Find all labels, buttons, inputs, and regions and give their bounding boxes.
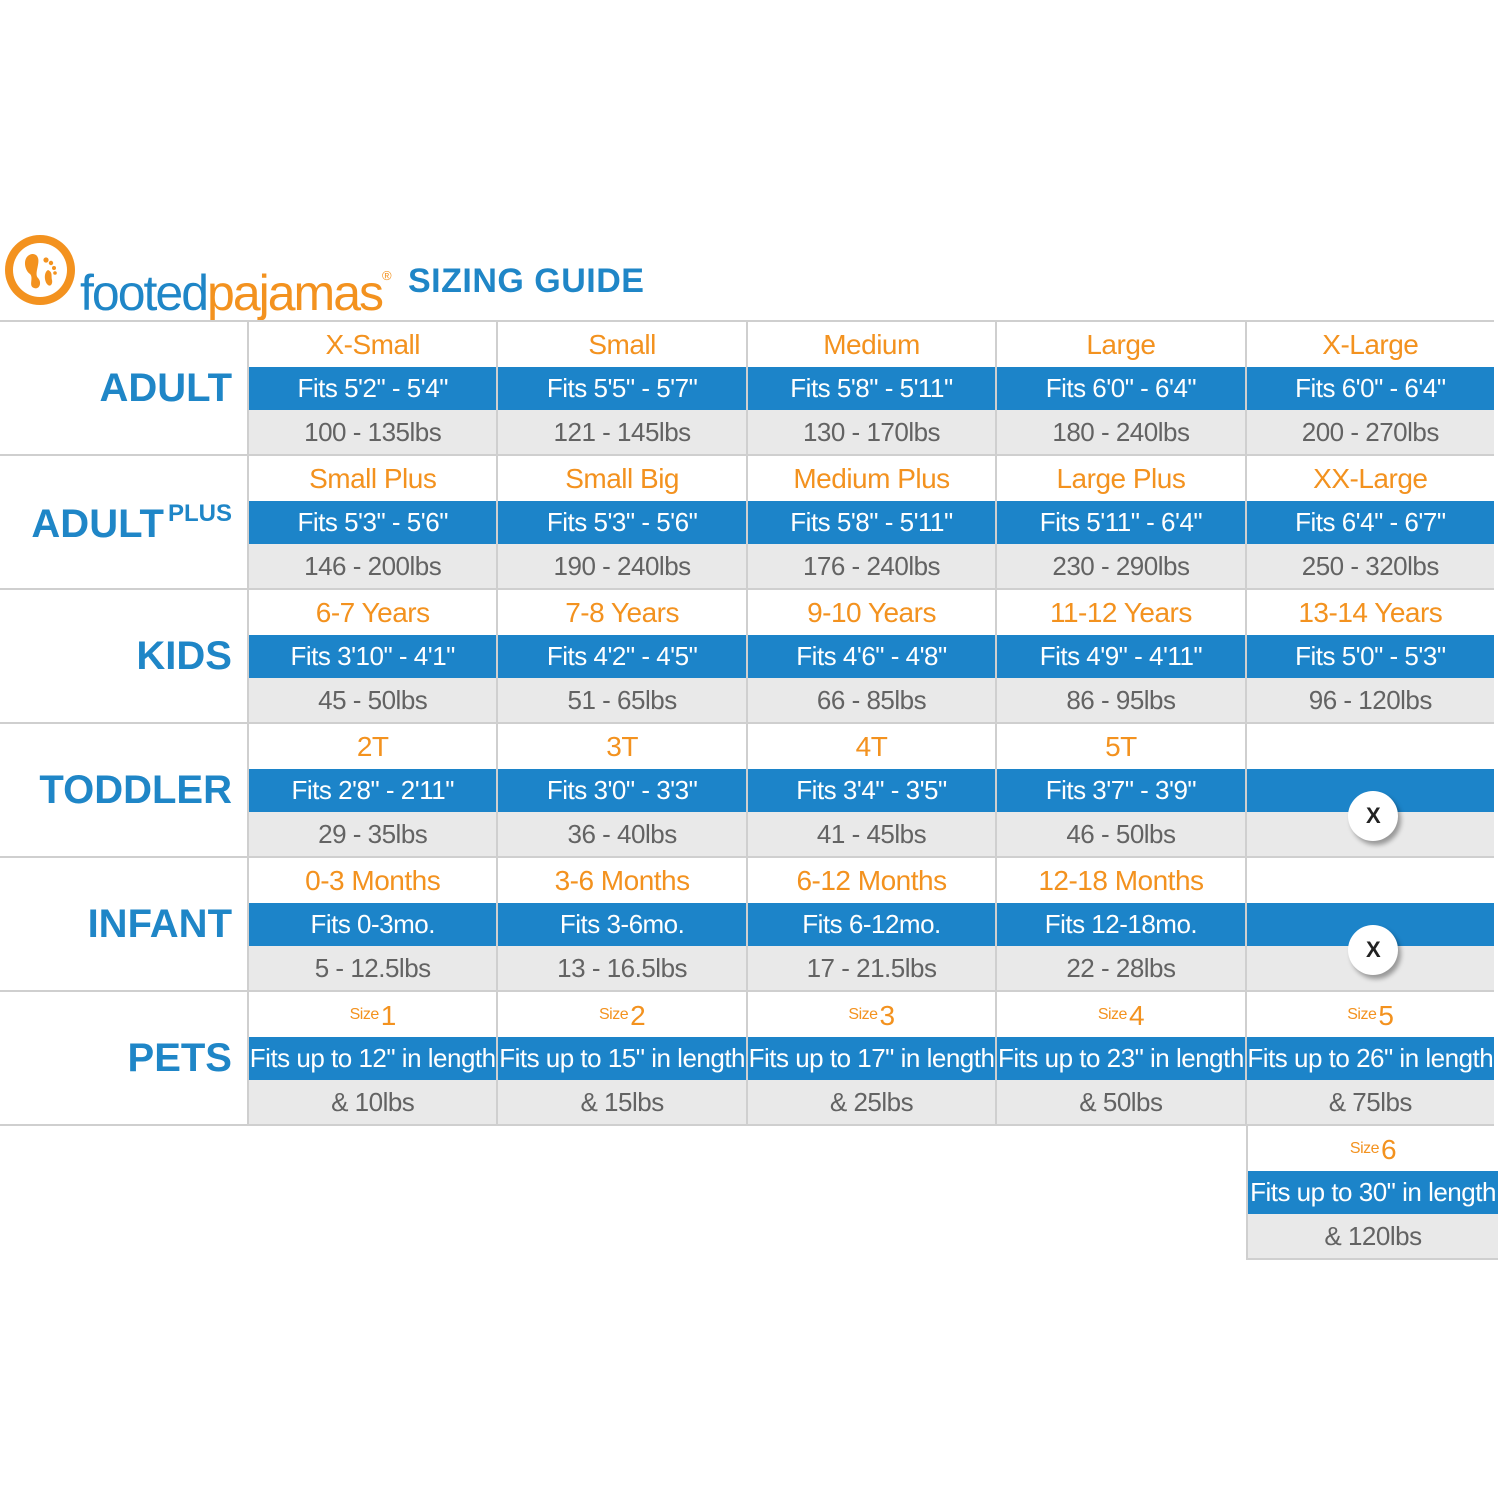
weight-label: 190 - 240lbs (498, 544, 745, 588)
weight-label: 230 - 290lbs (997, 544, 1244, 588)
size-label (498, 322, 745, 367)
size-value: 11-12 Years (1049, 597, 1192, 628)
size-value: 3-6 Months (554, 865, 690, 896)
section-label-text: ADULT (99, 366, 232, 410)
size-label (249, 456, 496, 501)
size-label (249, 724, 496, 769)
section-label (0, 724, 247, 856)
size-value: 4 (1128, 1000, 1145, 1031)
section-toddler (0, 724, 1494, 858)
size-value: Small (588, 329, 656, 360)
fit-label: Fits up to 15" in length (498, 1037, 745, 1080)
size-value: Large Plus (1056, 463, 1186, 494)
fit-label: Fits 3'7" - 3'9" (997, 769, 1244, 812)
section-label-text: PETS (127, 1036, 232, 1080)
size-label (249, 590, 496, 635)
size-cell (496, 590, 745, 722)
fit-label: Fits 4'6" - 4'8" (748, 635, 995, 678)
section-label-text: TODDLER (39, 768, 232, 812)
extra-pet-size-cell (1246, 1126, 1498, 1260)
size-cell (247, 858, 496, 990)
weight-label: 86 - 95lbs (997, 678, 1244, 722)
size-label (748, 992, 995, 1037)
size-cell (995, 992, 1244, 1124)
size-prefix: Size (349, 1006, 379, 1023)
size-label (1247, 590, 1494, 635)
size-label (1248, 1126, 1498, 1171)
fit-label: Fits up to 17" in length (748, 1037, 995, 1080)
weight-label: 146 - 200lbs (249, 544, 496, 588)
weight-label: 46 - 50lbs (997, 812, 1244, 856)
size-cell (995, 322, 1244, 454)
size-label (249, 858, 496, 903)
size-cell (496, 858, 745, 990)
size-value: Medium (823, 329, 920, 360)
section-kids (0, 590, 1494, 724)
size-label (748, 724, 995, 769)
size-prefix: Size (1349, 1140, 1380, 1157)
weight-label: 17 - 21.5lbs (748, 946, 995, 990)
weight-label: & 10lbs (249, 1080, 496, 1124)
section-label-sup: PLUS (167, 500, 232, 527)
weight-label: & 50lbs (997, 1080, 1244, 1124)
fit-label: Fits up to 23" in length (997, 1037, 1244, 1080)
size-value: X-Large (1322, 329, 1419, 360)
size-value: Small Big (565, 463, 679, 494)
brand-name (80, 246, 390, 323)
weight-label: 51 - 65lbs (498, 678, 745, 722)
size-cell (746, 858, 995, 990)
size-label (498, 858, 745, 903)
weight-label: 36 - 40lbs (498, 812, 745, 856)
section-pets (0, 992, 1494, 1126)
section-label-text: KIDS (136, 634, 232, 678)
fit-label: Fits 3'10" - 4'1" (249, 635, 496, 678)
section-adult (0, 322, 1494, 456)
size-label (748, 456, 995, 501)
weight-label: 22 - 28lbs (997, 946, 1244, 990)
fit-label: Fits 2'8" - 2'11" (249, 769, 496, 812)
fit-label: Fits 0-3mo. (249, 903, 496, 946)
size-cell (995, 456, 1244, 588)
size-value: 4T (855, 731, 888, 762)
size-value: Large (1086, 329, 1156, 360)
size-value: Small Plus (309, 463, 437, 494)
size-cell (746, 590, 995, 722)
weight-label: 176 - 240lbs (748, 544, 995, 588)
section-label (0, 858, 247, 990)
size-prefix: Size (848, 1006, 878, 1023)
size-label (748, 590, 995, 635)
size-cell (496, 322, 745, 454)
size-cell (1245, 590, 1494, 722)
weight-label: 13 - 16.5lbs (498, 946, 745, 990)
size-cell (1245, 858, 1494, 990)
size-value: 12-18 Months (1038, 865, 1204, 896)
weight-label: & 75lbs (1247, 1080, 1494, 1124)
fit-label: Fits up to 12" in length (249, 1037, 496, 1080)
size-label (997, 858, 1244, 903)
fit-label: Fits up to 30" in length (1248, 1171, 1498, 1214)
weight-label: & 25lbs (748, 1080, 995, 1124)
not-available-x-icon: X (1348, 791, 1398, 841)
size-cell (746, 322, 995, 454)
fit-label: Fits 4'2" - 4'5" (498, 635, 745, 678)
weight-label: & 15lbs (498, 1080, 745, 1124)
weight-label: 100 - 135lbs (249, 410, 496, 454)
size-value: 3T (606, 731, 638, 762)
page-title: SIZING GUIDE (408, 262, 645, 300)
weight-label: 96 - 120lbs (1247, 678, 1494, 722)
fit-label: Fits 5'8" - 5'11" (748, 367, 995, 410)
section-label (0, 322, 247, 454)
size-label (997, 992, 1244, 1037)
registered-mark: ® (382, 268, 390, 283)
size-label (249, 992, 496, 1037)
brand-part2: pajamas (207, 265, 383, 321)
section-infant (0, 858, 1494, 992)
fit-label: Fits 3'4" - 3'5" (748, 769, 995, 812)
fit-label: Fits 5'0" - 5'3" (1247, 635, 1494, 678)
weight-label: 250 - 320lbs (1247, 544, 1494, 588)
fit-label: Fits 6'0" - 6'4" (1247, 367, 1494, 410)
size-cell (247, 322, 496, 454)
weight-label: 45 - 50lbs (249, 678, 496, 722)
size-cell (1245, 724, 1494, 856)
size-cell (247, 724, 496, 856)
size-cell (1245, 456, 1494, 588)
size-label (997, 456, 1244, 501)
size-value: 13-14 Years (1298, 597, 1443, 628)
section-adult-plus (0, 456, 1494, 590)
size-cell (995, 858, 1244, 990)
size-label (997, 322, 1244, 367)
size-prefix: Size (599, 1006, 629, 1023)
size-value: 0-3 Months (305, 865, 441, 896)
size-cell (746, 456, 995, 588)
size-label (498, 724, 745, 769)
size-cell (1245, 992, 1494, 1124)
section-label-text: INFANT (87, 902, 232, 946)
fit-label: Fits 5'3" - 5'6" (249, 501, 496, 544)
not-available-x-icon: X (1348, 925, 1398, 975)
size-cell (746, 992, 995, 1124)
size-cell (1245, 322, 1494, 454)
weight-label: 66 - 85lbs (748, 678, 995, 722)
fit-label: Fits 6-12mo. (748, 903, 995, 946)
size-value: 5T (1105, 731, 1137, 762)
fit-label: Fits 5'2" - 5'4" (249, 367, 496, 410)
size-value: 6 (1381, 1134, 1397, 1165)
size-label (498, 992, 745, 1037)
size-label (748, 322, 995, 367)
size-cell (247, 992, 496, 1124)
weight-label: 41 - 45lbs (748, 812, 995, 856)
size-value: 9-10 Years (807, 597, 936, 628)
section-label (0, 590, 247, 722)
size-label (748, 858, 995, 903)
fit-label: Fits 5'3" - 5'6" (498, 501, 745, 544)
size-value: 1 (380, 1000, 396, 1031)
weight-label: 5 - 12.5lbs (249, 946, 496, 990)
size-prefix: Size (1347, 1006, 1377, 1023)
size-cell (746, 724, 995, 856)
brand-part1: footed (80, 265, 208, 321)
fit-label: Fits 6'0" - 6'4" (997, 367, 1244, 410)
weight-label: 121 - 145lbs (498, 410, 745, 454)
fit-label: Fits 5'11" - 6'4" (997, 501, 1244, 544)
size-value: XX-Large (1313, 463, 1428, 494)
size-value: 2 (630, 1000, 646, 1031)
size-value: 7-8 Years (565, 597, 680, 628)
size-cell (995, 724, 1244, 856)
size-value: 5 (1378, 1000, 1394, 1031)
size-label (498, 456, 745, 501)
size-label (498, 590, 745, 635)
size-label (1247, 456, 1494, 501)
fit-label: Fits 12-18mo. (997, 903, 1244, 946)
size-cell (496, 456, 745, 588)
size-value: Medium Plus (793, 463, 950, 494)
weight-label: & 120lbs (1248, 1214, 1498, 1258)
size-cell (496, 992, 745, 1124)
section-label (0, 992, 247, 1124)
size-value: 3 (879, 1000, 895, 1031)
size-cell (995, 590, 1244, 722)
fit-label: Fits 5'8" - 5'11" (748, 501, 995, 544)
size-cell (247, 590, 496, 722)
fit-label: Fits up to 26" in length (1247, 1037, 1494, 1080)
size-value: X-Small (325, 329, 420, 360)
size-label (997, 590, 1244, 635)
fit-label: Fits 6'4" - 6'7" (1247, 501, 1494, 544)
size-label (1247, 992, 1494, 1037)
size-value: 6-12 Months (796, 865, 947, 896)
size-cell (496, 724, 745, 856)
weight-label: 180 - 240lbs (997, 410, 1244, 454)
fit-label: Fits 3'0" - 3'3" (498, 769, 745, 812)
weight-label: 130 - 170lbs (748, 410, 995, 454)
size-label (1247, 322, 1494, 367)
feet-logo-icon (4, 234, 76, 306)
fit-label: Fits 5'5" - 5'7" (498, 367, 745, 410)
fit-label: Fits 4'9" - 4'11" (997, 635, 1244, 678)
size-label (249, 322, 496, 367)
fit-label: Fits 3-6mo. (498, 903, 745, 946)
size-cell (247, 456, 496, 588)
size-label (997, 724, 1244, 769)
size-prefix: Size (1097, 1006, 1127, 1023)
size-value: 2T (356, 731, 389, 762)
sizing-table (0, 320, 1494, 1126)
section-label (0, 456, 247, 588)
section-label-text: ADULT (31, 502, 164, 546)
weight-label: 29 - 35lbs (249, 812, 496, 856)
weight-label: 200 - 270lbs (1247, 410, 1494, 454)
size-value: 6-7 Years (315, 597, 430, 628)
